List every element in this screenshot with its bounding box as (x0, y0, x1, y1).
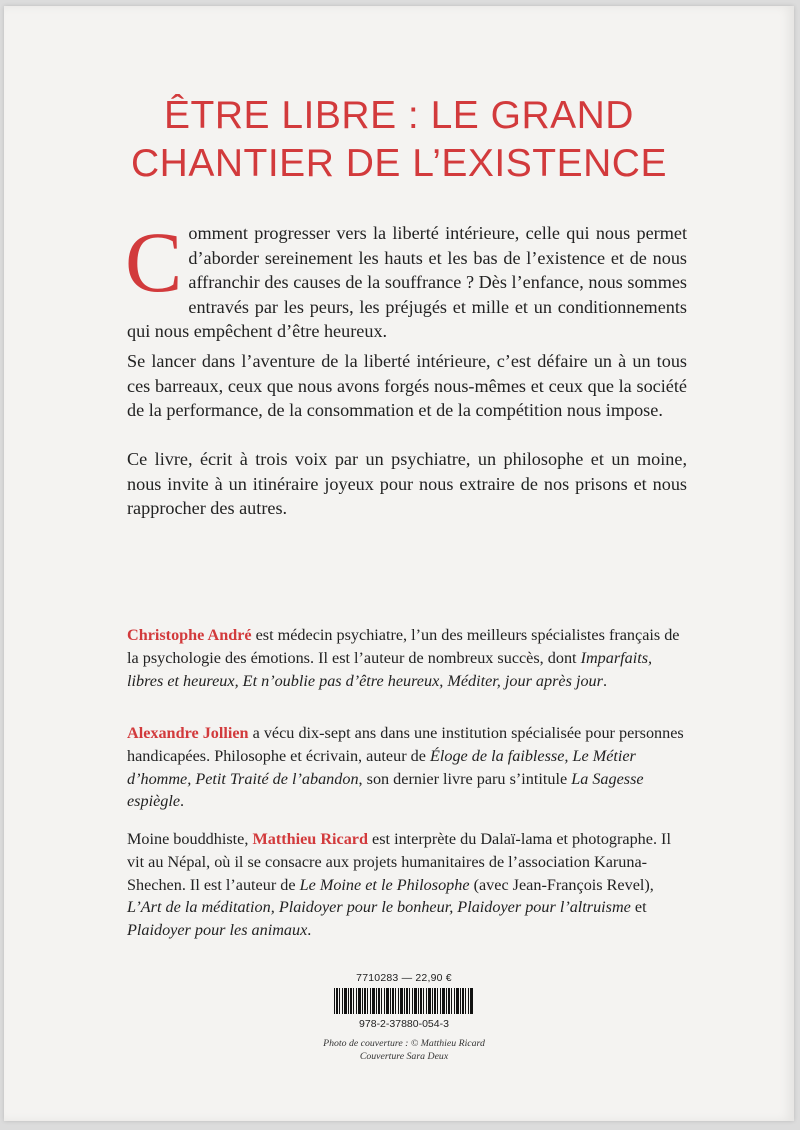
bio-text: . (602, 671, 607, 690)
cover-title (4, 92, 794, 188)
intro-paragraph-3: Ce livre, écrit à trois voix par un psychiatre, un philosophe et un moine, nous invite à un itinéraire joyeux pour nous extraire de nos prisons et nous rapprocher des autres. (127, 449, 687, 519)
intro-paragraph-1 (125, 214, 687, 344)
cover-credit: Couverture Sara Deux (359, 1051, 449, 1062)
intro-paragraph-2: Se lancer dans l’aventure de la liberté intérieure, c’est défaire un à un tous ces barreaux, ceux que nous avons forgés nous-mêmes et ceux que la société de la performance, de la consommation et de la compétition nous impose. (127, 351, 687, 421)
price-line: 7710283 — 22,90 € (356, 972, 452, 984)
title-line-2: CHANTIER DE L’EXISTENCE (131, 142, 667, 185)
intro-paragraph-1-text: omment progresser vers la liberté intérieure, celle qui nous permet d’aborder sereinement les hauts et les bas de l’existence et de nous affranchir des causes de la souffrance ? Dès l’enfance, nous sommes entravés par les peurs, les préjugés et mille et un conditionnements qui nous empêchent d’être heureux. (127, 223, 687, 342)
bio-alexandre-jollien (127, 722, 687, 813)
bio-text: . (307, 921, 312, 940)
book-titles: Éloge de la faiblesse, Le Métier d’homme, Petit Traité de l’abandon (127, 746, 636, 788)
bio-text: (avec Jean-François Revel), (469, 875, 654, 894)
bio-text: est médecin psychiatre, l’un des meilleurs spécialistes français de la psychologie des émotions. Il est l’auteur de nombreux succès, dont (127, 626, 680, 667)
bio-text: et (630, 898, 647, 917)
author-name-jollien: Alexandre Jollien (127, 724, 249, 742)
title-line-1: ÊTRE LIBRE : LE GRAND (164, 94, 634, 137)
bio-christophe-andre (127, 624, 687, 692)
drop-cap: C (125, 214, 183, 310)
bio-text: a vécu dix-sept ans dans une institution spécialisée pour personnes handicapées. Philosophe et écrivain, auteur de (127, 724, 684, 765)
bio-text: est interprète du Dalaï-lama et photographe. Il vit au Népal, où il se consacre aux projets humanitaires de l’association Karuna-Shechen. Il est l’auteur de (127, 830, 671, 894)
credits (304, 1037, 504, 1063)
author-name-andre: Christophe André (127, 626, 252, 644)
bio-text: . (180, 792, 185, 811)
isbn-number: 978-2-37880-054-3 (359, 1018, 449, 1030)
bio-matthieu-ricard (127, 828, 687, 942)
book-title: Plaidoyer pour les animaux (127, 921, 308, 940)
author-name-ricard: Matthieu Ricard (252, 830, 368, 848)
bio-text: , son dernier livre paru s’intitule (358, 769, 572, 788)
book-back-cover (4, 6, 794, 1121)
book-titles: L’Art de la méditation, Plaidoyer pour le bonheur, Plaidoyer pour l’altruisme (127, 898, 631, 917)
barcode-block (334, 972, 474, 1030)
barcode-icon (334, 988, 474, 1014)
photo-credit: Photo de couverture : © Matthieu Ricard (323, 1038, 485, 1049)
book-title: La Sagesse espiègle (127, 769, 644, 811)
book-title: Le Moine et le Philosophe (299, 875, 470, 894)
book-titles: Imparfaits, libres et heureux, Et n’oublie pas d’être heureux, Méditer, jour après jour (127, 648, 653, 690)
bio-text: Moine bouddhiste, (127, 830, 253, 848)
